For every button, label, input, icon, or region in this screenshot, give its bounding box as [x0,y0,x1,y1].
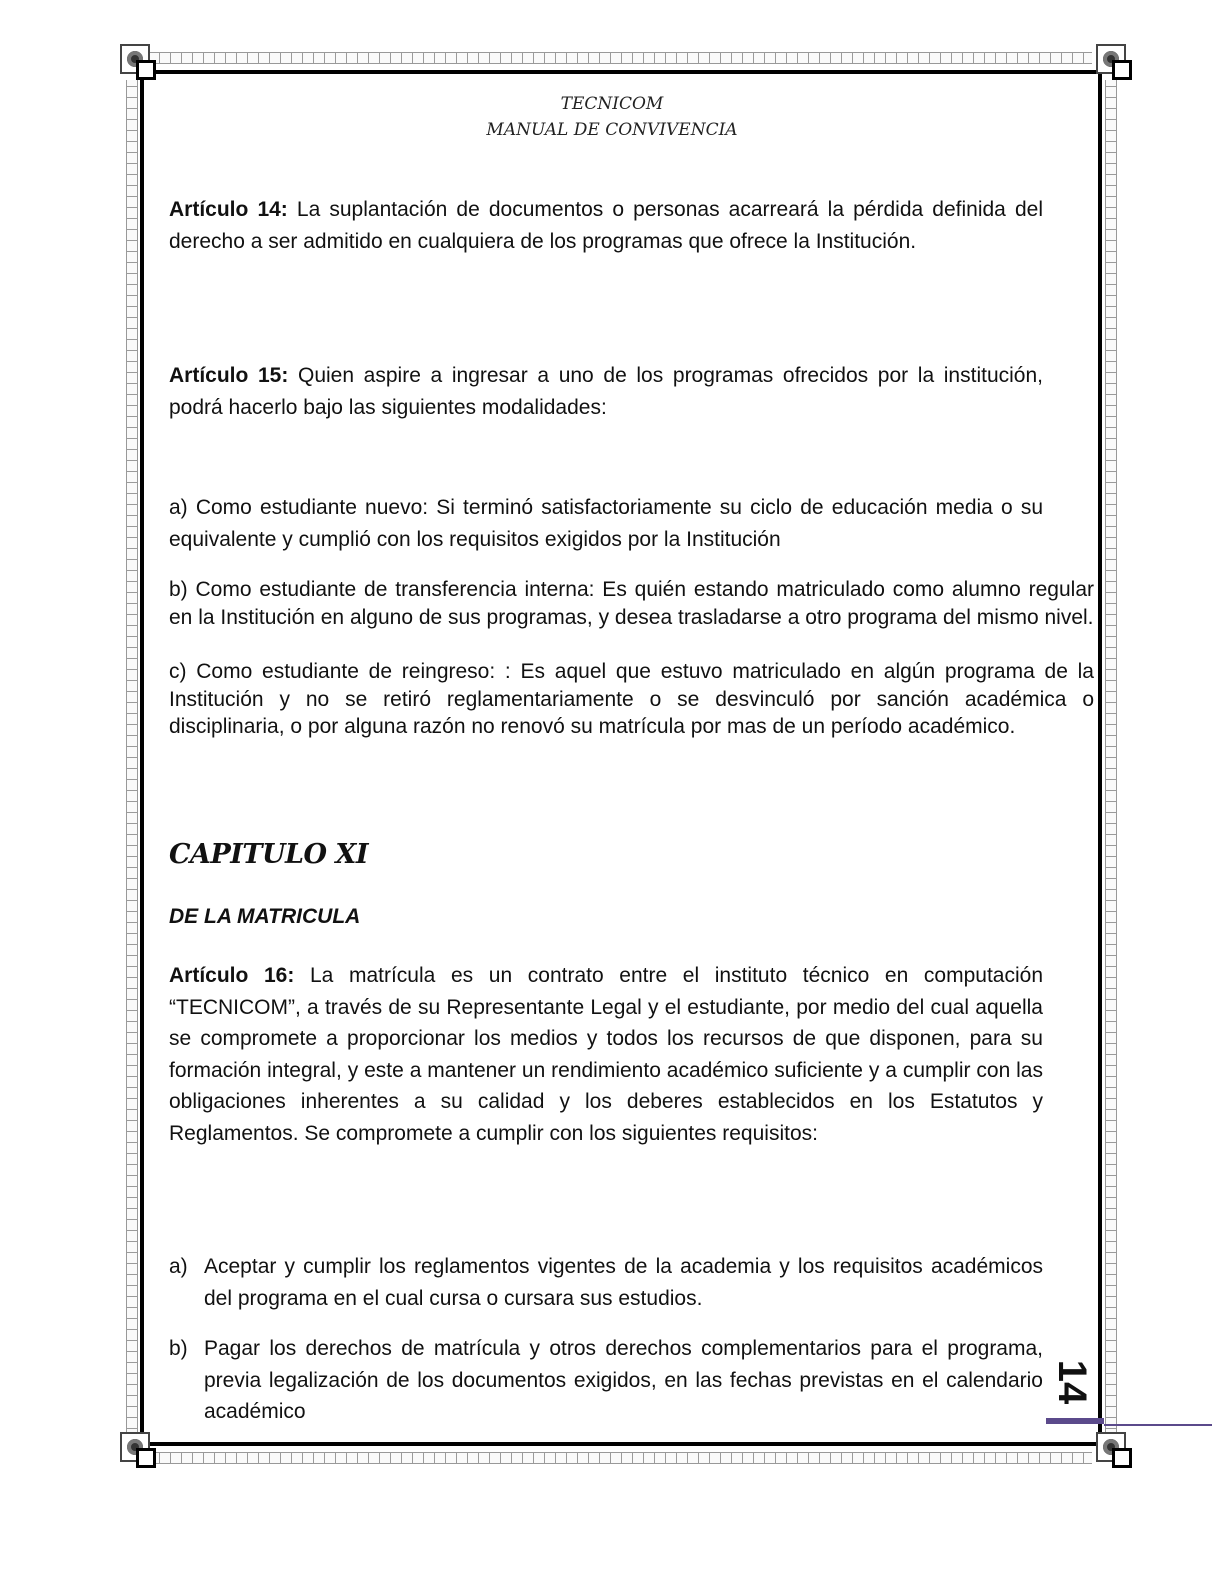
page-number-tab [1046,1418,1104,1424]
border-left-rail [126,80,138,1440]
border-top-rail [148,52,1092,64]
article-16-text: La matrícula es un contrato entre el instituto técnico en computación “TECNICOM”, a través de su Representante Legal y el estudiante, por medio del cual aquella se compromete a proporcionar los medios y todos los recursos de que disponen, para su formación integral, y este a mantener un rendimiento académico suficiente y a cumplir con las obligaciones inherentes a su calidad y los deberes establecidos en los Estatutos y Reglamentos. Se compromete a cumplir con los siguientes requisitos: [169,964,1043,1145]
page-header [0,91,1224,143]
list-item-text: Aceptar y cumplir los reglamentos vigentes de la academia y los requisitos académicos del programa en el cual cursa o cursara sus estudios. [204,1255,1043,1310]
chapter-title: CAPITULO XI [169,839,368,870]
article-15-text: Quien aspire a ingresar a uno de los programas ofrecidos por la institución, podrá hacerlo bajo las siguientes modalidades: [169,364,1043,419]
border-bottom-rail [148,1452,1092,1464]
border-right-rail [1105,80,1117,1440]
corner-ornament-icon [1096,1432,1126,1462]
article-16 [169,960,1043,1149]
list-marker: a) [169,1255,188,1278]
chapter-subtitle: DE LA MATRICULA [169,905,361,928]
list-item-text: Pagar los derechos de matrícula y otros derechos complementarios para el programa, previa legalización de los documentos exigidos, en las fechas previstas en el calendario académico [204,1337,1043,1423]
corner-ornament-icon [120,1432,150,1462]
article-16-label: Artículo 16: [169,964,295,987]
article-14 [169,194,1043,257]
modalidad-a: a) Como estudiante nuevo: Si terminó satisfactoriamente su ciclo de educación media o su equivalente y cumplió con los requisitos exigidos por la Institución [169,496,1043,551]
frame-bottom-line [140,1442,1102,1446]
corner-ornament-icon [120,44,150,74]
frame-top-line [140,70,1102,74]
list-marker: b) [169,1337,188,1360]
list-item [169,1333,1043,1428]
frame-left-line [140,70,144,1446]
modalidad-c: c) Como estudiante de reingreso: : Es aquel que estuvo matriculado en algún programa de la Institución y no se retiró reglamentariamente o se desvinculó por sanción académica o disciplinaria, o por alguna razón no renovó su matrícula por mas de un período académico. [169,660,1094,738]
page-number: 14 [1050,1359,1094,1405]
frame-right-line [1098,70,1102,1446]
page-number-rule [1104,1424,1212,1426]
article-14-label: Artículo 14: [169,198,288,221]
article-15 [169,360,1043,423]
list-item [169,1251,1043,1314]
modalidad-b: b) Como estudiante de transferencia interna: Es quién estando matriculado como alumno regular en la Institución en alguno de sus programas, y desea trasladarse a otro programa del mismo nivel. [169,578,1094,629]
article-15-label: Artículo 15: [169,364,289,387]
corner-ornament-icon [1096,44,1126,74]
header-title: TECNICOM [560,94,664,114]
article-14-text: La suplantación de documentos o personas acarreará la pérdida definida del derecho a ser admitido en cualquiera de los programas que ofrece la Institución. [169,198,1043,253]
header-subtitle: MANUAL DE CONVIVENCIA [486,120,738,140]
